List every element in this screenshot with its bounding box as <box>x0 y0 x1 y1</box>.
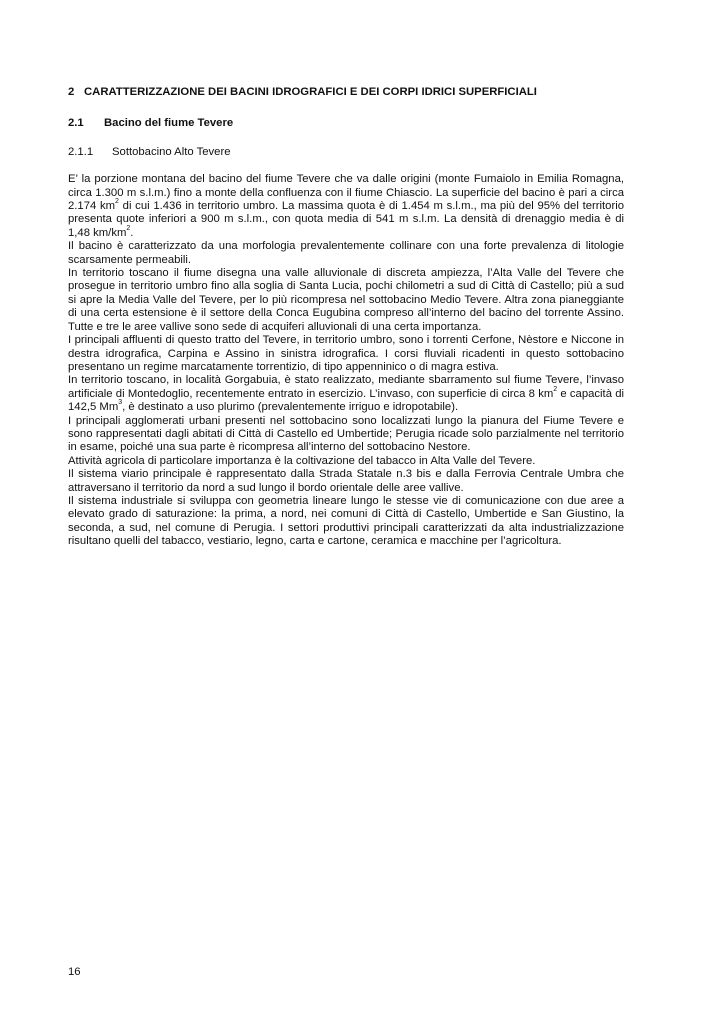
document-page <box>68 86 624 549</box>
page-number: 16 <box>68 966 81 978</box>
subsubsection-number: 2.1.1 <box>68 145 94 158</box>
subsubsection-title: Sottobacino Alto Tevere <box>112 145 231 158</box>
superscript: 2 <box>115 198 119 206</box>
paragraph-reservoir <box>68 374 624 414</box>
paragraph-industry: Il sistema industriale si sviluppa con geometria lineare lungo le stesse vie di comunicazione con due aree a elevato grado di saturazione: la prima, a nord, nei comuni di Città di Castello, Umbertide e San Giustino, la seconda, a sud, nel comune di Perugia. I settori produttivi principali caratterizzati da alta industrializzazione risultano quelli del tabacco, vestiario, legno, carta e cartone, ceramica e macchine per l’agricoltura. <box>68 494 624 548</box>
subsection-number: 2.1 <box>68 117 84 130</box>
paragraph-text: In territorio toscano, in località Gorgabuia, è stato realizzato, mediante sbarramento sul fiume Tevere, l’invaso artificiale di Montedoglio, recentemente entrato in esercizio. L’invaso, con superficie di circa 8 km <box>68 374 624 400</box>
paragraph-text: , è destinato a uso plurimo (prevalentemente irriguo e idropotabile). <box>122 401 459 414</box>
section-heading <box>68 86 624 99</box>
subsection-heading <box>68 117 624 130</box>
section-number: 2 <box>68 86 75 98</box>
paragraph-tributaries: I principali affluenti di questo tratto del Tevere, in territorio umbro, sono i torrenti Cerfone, Nèstore e Niccone in destra idrografica, Carpina e Assino in sinistra idrografica. I corsi fluviali ricadenti in questo sottobacino presentano un regime marcatamente torrentizio, di tipo appenninico o di magra estiva. <box>68 334 624 373</box>
paragraph-valleys: In territorio toscano il fiume disegna una valle alluvionale di discreta ampiezza, l’Alta Valle del Tevere che prosegue in territorio umbro fino alla soglia di Santa Lucia, pochi chilometri a sud di Città di Castello; più a sud si apre la Media Valle del Tevere, per lo più ricompresa nel sottobacino Medio Tevere. Altra zona pianeggiante di una certa estensione è il settore della Conca Eugubina compreso all’interno del bacino del torrente Assino. Tutte e tre le aree vallive sono sede di acquiferi alluvionali di una certa importanza. <box>68 267 624 333</box>
paragraph-text: E’ la porzione montana del bacino del fiume Tevere che va dalle origini (monte Fumaiolo in Emilia Romagna, circa 1.300 m s.l.m.) fino a monte della confluenza con il fiume Chiascio. La superficie del bacino è pari a circa 2.174 km <box>68 173 624 213</box>
section-title: CARATTERIZZAZIONE DEI BACINI IDROGRAFICI E DEI CORPI IDRICI SUPERFICIALI <box>84 86 537 98</box>
paragraph-morphology: Il bacino è caratterizzato da una morfologia prevalentemente collinare con una forte prevalenza di litologie scarsamente permeabili. <box>68 240 624 266</box>
superscript: 2 <box>553 385 558 393</box>
superscript: 2 <box>126 225 131 233</box>
subsection-title: Bacino del fiume Tevere <box>104 117 234 130</box>
paragraph-text: di cui 1.436 in territorio umbro. La massima quota è di 1.454 m s.l.m., ma più del 95% del territorio presenta quote inferiori a 900 m s.l.m., con quota media di 541 m s.l.m. La densità di drenaggio media è di 1,48 km/km <box>68 200 624 239</box>
paragraph-road-system: Il sistema viario principale è rappresentato dalla Strada Statale n.3 bis e dalla Ferrovia Centrale Umbra che attraversano il territorio da nord a sud lungo il bordo orientale delle aree vallive. <box>68 468 624 494</box>
paragraph-urban-areas: I principali agglomerati urbani presenti nel sottobacino sono localizzati lungo la pianura del Fiume Tevere e sono rappresentati dagli abitati di Città di Castello ed Umbertide; Perugia ricade solo parzialmente nel territorio in esame, poiché una sua parte è ricompresa all’interno del sottobacino Nestore. <box>68 414 624 454</box>
superscript: 3 <box>118 399 123 407</box>
paragraph-agriculture: Attività agricola di particolare importanza è la coltivazione del tabacco in Alta Valle del Tevere. <box>68 454 536 467</box>
paragraph-intro <box>68 173 624 240</box>
paragraph-text: . <box>130 226 134 239</box>
subsubsection-heading <box>68 146 624 159</box>
paragraph-text: e capacità di 142,5 Mm <box>68 387 625 414</box>
